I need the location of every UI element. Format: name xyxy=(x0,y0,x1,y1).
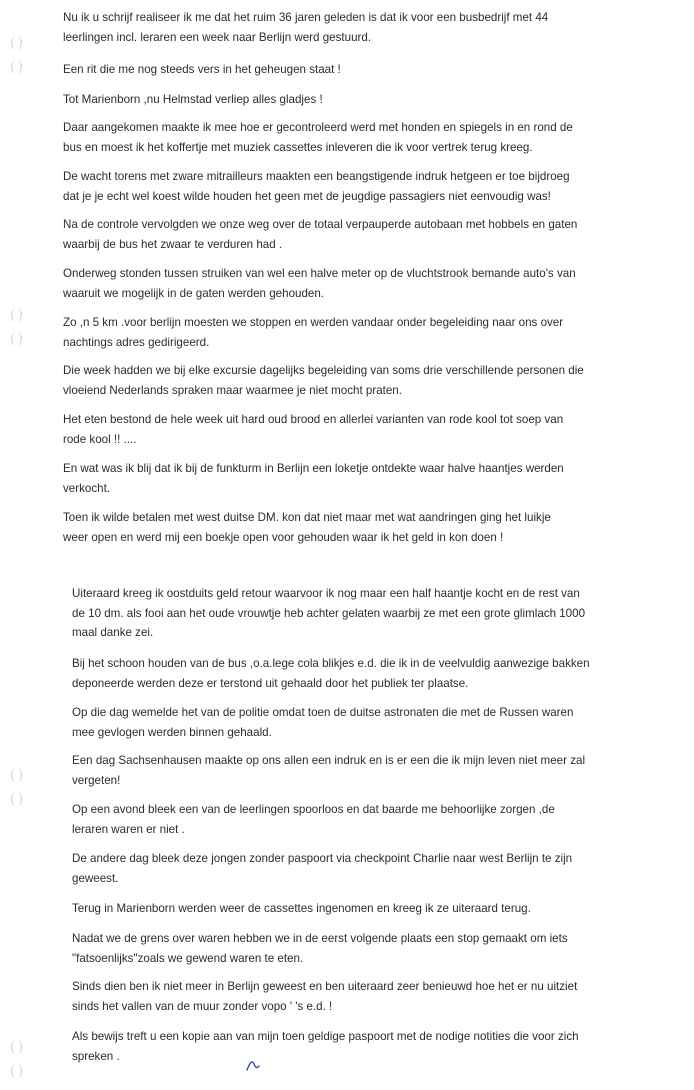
letter-paragraph xyxy=(72,584,585,643)
paragraph-line: Bij het schoon houden van de bus ,o.a.lege cola blikjes e.d. die ik in de veelvuldig aanwezige bakken xyxy=(72,657,590,670)
paragraph-line: "fatsoenlijks"zoals we gewend waren te eten. xyxy=(72,951,304,965)
letter-paragraph xyxy=(72,977,577,1016)
paragraph-line: Die week hadden we bij elke excursie dagelijks begeleiding van soms drie verschillende personen die xyxy=(63,364,584,377)
paragraph-line: Op een avond bleek een van de leerlingen spoorloos en dat baarde me behoorlijke zorgen ,de xyxy=(72,803,555,816)
paragraph-line: nachtings adres gedirigeerd. xyxy=(63,335,210,349)
paragraph-line: leerlingen incl. leraren een week naar Berlijn werd gestuurd. xyxy=(63,30,372,44)
paragraph-line: Nadat we de grens over waren hebben we in de eerst volgende plaats een stop gemaakt om iets xyxy=(72,932,568,945)
paragraph-line: Onderweg stonden tussen struiken van wel een halve meter op de vluchtstrook bemande auto's van xyxy=(63,267,576,280)
punch-hole-icon xyxy=(8,306,24,324)
paragraph-line: De wacht torens met zware mitrailleurs maakten een beangstigende indruk hetgeen er toe bijdroeg xyxy=(63,170,570,183)
paragraph-line: bus en moest ik het koffertje met muziek cassettes inleveren die ik voor vertrek terug kreeg. xyxy=(63,140,533,154)
paragraph-line: Uiteraard kreeg ik oostduits geld retour waarvoor ik nog maar een half haantje kocht en de rest van xyxy=(72,587,580,600)
paragraph-line: waaruit we mogelijk in de gaten werden gehouden. xyxy=(63,286,325,300)
paragraph-line: Een dag Sachsenhausen maakte op ons allen een indruk en is er een die ik mijn leven niet meer zal xyxy=(72,754,586,767)
paragraph-line: Daar aangekomen maakte ik mee hoe er gecontroleerd werd met honden en spiegels in en rond de xyxy=(63,121,573,134)
letter-paragraph xyxy=(72,751,585,790)
punch-hole-icon xyxy=(8,34,24,52)
letter-paragraph xyxy=(63,90,323,110)
letter-paragraph xyxy=(63,313,563,352)
paragraph-line: En wat was ik blij dat ik bij de funkturm in Berlijn een loketje ontdekte waar halve haantjes werden xyxy=(63,462,564,475)
paragraph-line: Als bewijs treft u een kopie aan van mijn toen geldige paspoort met de nodige notities die voor zich xyxy=(72,1030,579,1043)
letter-paragraph xyxy=(72,703,573,742)
punch-hole-icon xyxy=(8,1038,24,1056)
paragraph-line: Tot Marienborn ,nu Helmstad verliep alles gladjes ! xyxy=(63,93,323,106)
letter-paragraph xyxy=(72,800,555,839)
paragraph-line: Na de controle vervolgden we onze weg over de totaal verpauperde autobaan met hobbels en gaten xyxy=(63,218,578,231)
paragraph-line: vergeten! xyxy=(72,773,121,787)
punch-hole-icon xyxy=(8,330,24,348)
paragraph-line: Het eten bestond de hele week uit hard oud brood en allerlei varianten van rode kool tot soep van xyxy=(63,413,564,426)
paragraph-line: sinds het vallen van de muur zonder vopo ' 's e.d. ! xyxy=(72,999,333,1013)
paragraph-line: geweest. xyxy=(72,871,119,885)
paragraph-line: Terug in Marienborn werden weer de cassettes ingenomen en kreeg ik ze uiteraard terug. xyxy=(72,902,531,915)
paragraph-line: mee gevlogen werden binnen gehaald. xyxy=(72,725,272,739)
letter-paragraph xyxy=(63,361,584,400)
letter-paragraph xyxy=(72,929,568,968)
paragraph-line: Toen ik wilde betalen met west duitse DM. kon dat niet maar met wat aandringen ging het luikje xyxy=(63,511,551,524)
paragraph-line: Nu ik u schrijf realiseer ik me dat het ruim 36 jaren geleden is dat ik voor een busbedrijf met 44 xyxy=(63,11,549,24)
punch-hole-icon xyxy=(8,1062,24,1080)
paragraph-line: spreken . xyxy=(72,1049,120,1063)
punch-hole-icon xyxy=(8,58,24,76)
paragraph-line: de 10 dm. als fooi aan het oude vrouwtje heb achter gelaten waarbij ze met een grote glimlach 1000 xyxy=(72,606,586,620)
letter-paragraph xyxy=(63,459,564,498)
paragraph-line: Op die dag wemelde het van de politie omdat toen de duitse astronaten die met de Russen waren xyxy=(72,706,574,719)
letter-paragraph xyxy=(63,167,570,206)
paragraph-line: maal danke zei. xyxy=(72,626,154,639)
paragraph-line: Sinds dien ben ik niet meer in Berlijn geweest en ben uiteraard zeer benieuwd hoe het er nu uitziet xyxy=(72,980,578,993)
letter-paragraph xyxy=(72,654,590,693)
paragraph-line: verkocht. xyxy=(63,481,111,495)
paragraph-line: rode kool !! .... xyxy=(63,432,137,446)
letter-paragraph xyxy=(72,1027,579,1066)
paragraph-line: weer open en werd mij een boekje open voor gehouden waar ik het geld in kon doen ! xyxy=(63,530,504,544)
letter-paragraph xyxy=(63,118,573,157)
paragraph-line: dat je je echt wel koest wilde houden het geen met de jeugdige passagiers niet eenvoudig was! xyxy=(63,189,551,203)
letter-paragraph xyxy=(63,508,551,547)
paragraph-line: De andere dag bleek deze jongen zonder paspoort via checkpoint Charlie naar west Berlijn te zijn xyxy=(72,852,573,865)
paragraph-line: Een rit die me nog steeds vers in het geheugen staat ! xyxy=(63,63,341,76)
letter-paragraph xyxy=(72,849,572,888)
punch-hole-icon xyxy=(8,790,24,808)
letter-paragraph xyxy=(63,410,563,449)
letter-paragraph xyxy=(63,60,341,80)
paragraph-line: deponeerde werden deze er terstond uit gehaald door het publiek ter plaatse. xyxy=(72,676,469,690)
letter-paragraph xyxy=(72,899,531,919)
letter-paragraph xyxy=(63,264,576,303)
letter-paragraph xyxy=(63,8,548,47)
punch-hole-icon xyxy=(8,766,24,784)
paragraph-line: Zo ,n 5 km .voor berlijn moesten we stoppen en werden vandaar onder begeleiding naar ons over xyxy=(63,316,564,329)
signature-mark-icon xyxy=(245,1058,261,1072)
paragraph-line: vloeiend Nederlands spraken maar waarmee je niet mocht praten. xyxy=(63,383,402,397)
letter-paragraph xyxy=(63,215,577,254)
paragraph-line: waarbij de bus het zwaar te verduren had . xyxy=(63,237,283,251)
paragraph-line: leraren waren er niet . xyxy=(72,822,185,836)
